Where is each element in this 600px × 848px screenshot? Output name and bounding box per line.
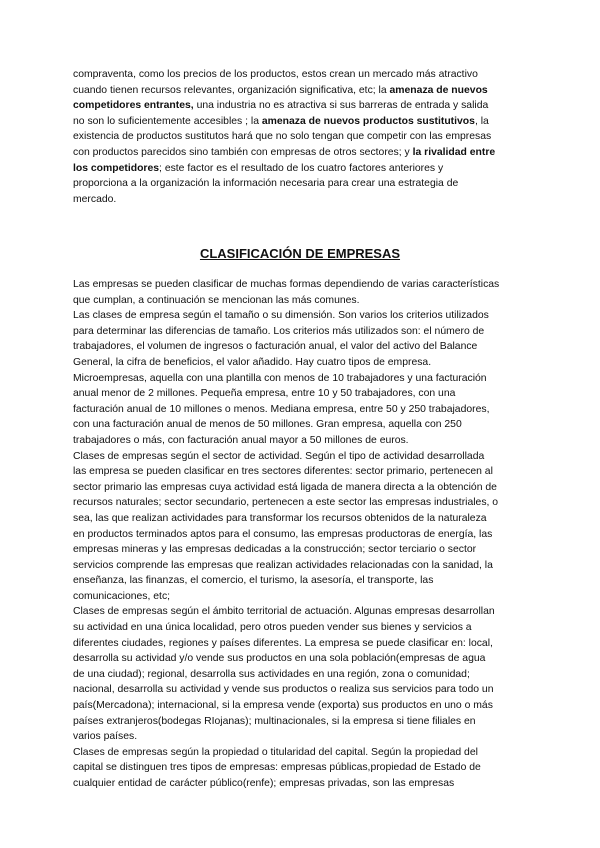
text-line: país(Mercadona); internacional, si la empresa vende (exporta) sus productos en uno o más xyxy=(73,700,493,712)
section-heading xyxy=(0,246,600,261)
text-line: las empresa se pueden clasificar en tres sectores diferentes: sector primario, pertenecen al xyxy=(73,466,493,478)
text-line: sector primario las empresas cuya actividad está ligada de manera directa a la obtención de xyxy=(73,481,497,493)
text-line xyxy=(73,176,529,192)
text-run: ; este factor es el resultado de los cuatro factores anteriores y xyxy=(159,162,444,174)
text-run: una industria no es atractiva si sus barreras de entrada y salida xyxy=(193,100,489,112)
text-line: desarrolla su actividad y/o vende sus productos en una sola población(empresas de agua xyxy=(73,653,486,665)
section-heading-text: CLASIFICACIÓN DE EMPRESAS xyxy=(199,246,401,261)
text-line: con una facturación anual de menos de 50 millones. Gran empresa, aquella con 250 xyxy=(73,419,462,431)
text-run: compraventa, como los precios de los productos, estos crean un mercado más atractivo xyxy=(73,69,478,80)
text-line: para determinar las diferencias de tamaño. Los criterios más utilizados son: el número de xyxy=(73,325,485,337)
text-line: servicios comprende las empresas que realizan actividades relacionadas con la sanidad, la xyxy=(73,559,493,571)
text-run: con productos parecidos sino también con empresas de otros sectores; y xyxy=(73,146,413,158)
text-line: de una ciudad); regional, desarrolla sus actividades en una región, zona o comunidad; xyxy=(73,668,470,680)
text-line xyxy=(73,192,529,208)
bold-text: los competidores xyxy=(73,162,160,174)
bold-text: amenaza de nuevos productos sustitutivos xyxy=(261,115,475,127)
text-line xyxy=(73,161,529,177)
text-run: existencia de productos sustitutos hará que no solo tengan que competir con las empresas xyxy=(73,131,492,143)
text-run: cuando tienen recursos relevantes, organización significativa, etc; la xyxy=(73,84,390,96)
text-line: Clases de empresas según el sector de actividad. Según el tipo de actividad desarrollada xyxy=(73,450,485,462)
text-line: General, la cifra de beneficios, el valor añadido. Hay cuatro tipos de empresa. xyxy=(73,356,432,368)
text-line: comunicaciones, etc; xyxy=(73,590,171,602)
text-line xyxy=(73,129,529,145)
text-line: Clases de empresas según el ámbito territorial de actuación. Algunas empresas desarrollan xyxy=(73,606,495,618)
text-line: que cumplan, a continuación se mencionan las más comunes. xyxy=(73,294,360,306)
text-line: recursos naturales; sector secundario, pertenecen a este sector las empresas industriales, o xyxy=(73,497,499,509)
text-line: enseñanza, las finanzas, el comercio, el turismo, la asesoría, el transporte, las xyxy=(73,575,434,587)
text-line: su actividad en una única localidad, pero otros pueden vender sus bienes y servicios a xyxy=(73,622,472,634)
text-line: empresas mineras y las empresas dedicadas a la construcción; sector terciario o sector xyxy=(73,544,477,556)
text-line: facturación anual de 10 millones o menos. Mediana empresa, entre 50 y 250 trabajadores, xyxy=(73,403,490,415)
bold-text: la rivalidad entre xyxy=(412,146,496,158)
text-line: trabajadores, el volumen de ingresos o facturación anual, el valor del activo del Balance xyxy=(73,341,478,353)
text-line: trabajadores o más, con facturación anual mayor a 50 millones de euros. xyxy=(73,434,409,446)
text-line: Las empresas se pueden clasificar de muchas formas dependiendo de varias características xyxy=(73,279,500,290)
bold-text: amenaza de nuevos xyxy=(389,84,488,96)
intro-paragraph xyxy=(73,67,529,207)
text-run: mercado. xyxy=(73,193,117,205)
text-run: no son lo suficientemente accesibles ; la xyxy=(73,115,262,127)
text-line: cualquier entidad de carácter público(renfe); empresas privadas, son las empresas xyxy=(73,778,455,789)
text-line xyxy=(73,83,529,99)
text-run: proporciona a la organización la información necesaria para crear una estrategia de xyxy=(73,178,459,190)
text-line xyxy=(73,114,529,130)
bold-text: competidores entrantes, xyxy=(73,100,194,112)
text-line: Clases de empresas según la propiedad o titularidad del capital. Según la propiedad del xyxy=(73,746,478,758)
text-line xyxy=(73,145,529,161)
text-line: nacional, desarrolla su actividad y vende sus productos o realiza sus servicios para todo un xyxy=(73,684,494,696)
text-line xyxy=(73,67,529,83)
text-line: en productos terminados aptos para el consumo, las empresas productoras de energía, las xyxy=(73,528,493,540)
body-text xyxy=(73,277,529,792)
text-line: sea, las que realizan actividades para transformar los recursos obtenidos de la naturaleza xyxy=(73,512,487,524)
text-line: capital se distinguen tres tipos de empresas: empresas públicas,propiedad de Estado de xyxy=(73,762,481,774)
text-line: anual menor de 2 millones. Pequeña empresa, entre 10 y 50 trabajadores, con una xyxy=(73,388,456,400)
text-line: diferentes ciudades, regiones y países diferentes. La empresa se puede clasificar en: local, xyxy=(73,637,493,649)
text-line: Microempresas, aquella con una plantilla con menos de 10 trabajadores y una facturación xyxy=(73,372,487,384)
text-line: varios países. xyxy=(73,731,138,743)
text-line xyxy=(73,98,529,114)
text-line: países extranjeros(bodegas RIojanas); multinacionales, si la empresa si tiene filiales en xyxy=(73,715,476,727)
text-line: Las clases de empresa según el tamaño o su dimensión. Son varios los criterios utilizados xyxy=(73,310,489,322)
text-run: , la xyxy=(474,115,489,127)
